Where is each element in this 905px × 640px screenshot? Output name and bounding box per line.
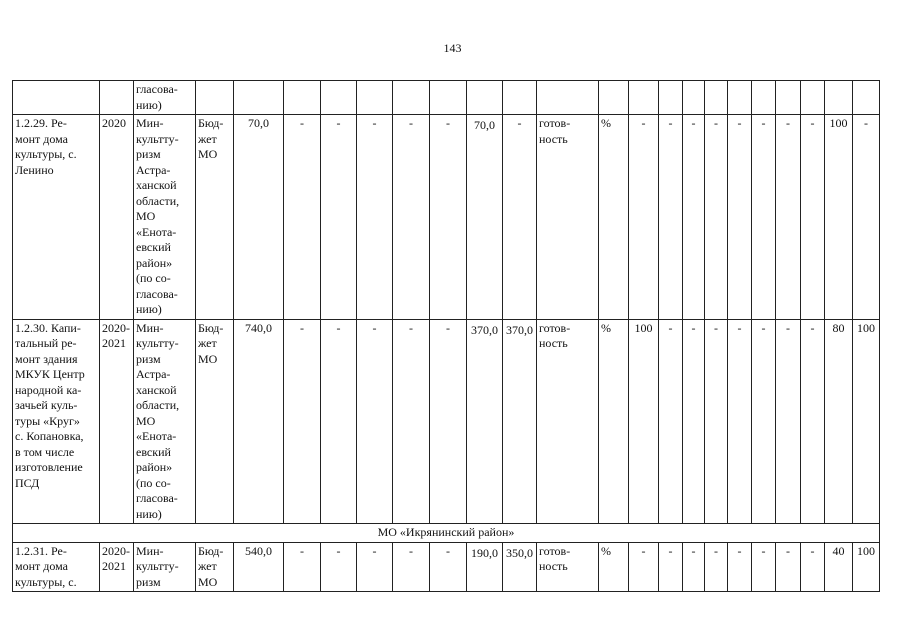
ind-2023: 100 <box>853 319 880 524</box>
fin-2019: 370,0 <box>467 319 503 524</box>
fin-2014: - <box>284 115 321 320</box>
total-cell: 740,0 <box>234 319 284 524</box>
executor-cell: гласова- нию) <box>134 81 196 115</box>
fin-2017: - <box>393 542 430 592</box>
table-row-continuation <box>13 81 880 115</box>
ind-2015: - <box>659 542 683 592</box>
ind-2020: - <box>776 542 801 592</box>
ind-2017: - <box>705 115 728 320</box>
measure-name: 1.2.29. Ре- монт дома культуры, с. Ленино <box>13 115 100 320</box>
source-cell: Бюд- жет МО <box>196 542 234 592</box>
ind-2018: - <box>728 115 752 320</box>
measure-name: 1.2.31. Ре- монт дома культуры, с. <box>13 542 100 592</box>
fin-2016: - <box>357 319 393 524</box>
ind-2021: - <box>801 319 825 524</box>
fin-2015: - <box>321 319 357 524</box>
unit-cell: % <box>599 542 629 592</box>
executor-cell: Мин- культтy- ризм Астра- ханской области, МО «Енота- евский район» (по со- гласова- нию) <box>134 319 196 524</box>
indicator-cell: готов- ность <box>537 319 599 524</box>
unit-cell: % <box>599 115 629 320</box>
ind-2014: - <box>629 115 659 320</box>
ind-2016: - <box>683 115 705 320</box>
fin-2015: - <box>321 542 357 592</box>
ind-2022: 100 <box>825 115 853 320</box>
indicator-cell: готов- ность <box>537 542 599 592</box>
ind-2022: 40 <box>825 542 853 592</box>
executor-cell: Мин- культтy- ризм Астра- ханской области, МО «Енота- евский район» (по со- гласова- нию) <box>134 115 196 320</box>
source-cell: Бюд- жет МО <box>196 319 234 524</box>
executor-cell: Мин- культтy- ризм <box>134 542 196 592</box>
ind-2022: 80 <box>825 319 853 524</box>
fin-2018: - <box>430 542 467 592</box>
ind-2016: - <box>683 542 705 592</box>
ind-2017: - <box>705 542 728 592</box>
ind-2023: - <box>853 115 880 320</box>
ind-2023: 100 <box>853 542 880 592</box>
fin-2018: - <box>430 319 467 524</box>
ind-2020: - <box>776 319 801 524</box>
table-row <box>13 542 880 592</box>
ind-2014: - <box>629 542 659 592</box>
ind-2021: - <box>801 115 825 320</box>
ind-2021: - <box>801 542 825 592</box>
ind-2014: 100 <box>629 319 659 524</box>
fin-2017: - <box>393 115 430 320</box>
ind-2018: - <box>728 542 752 592</box>
ind-2015: - <box>659 319 683 524</box>
section-title: МО «Икрянинский район» <box>13 524 880 543</box>
fin-2016: - <box>357 542 393 592</box>
fin-2015: - <box>321 115 357 320</box>
total-cell: 70,0 <box>234 115 284 320</box>
total-cell: 540,0 <box>234 542 284 592</box>
ind-2016: - <box>683 319 705 524</box>
years-cell: 2020- 2021 <box>100 542 134 592</box>
source-cell: Бюд- жет МО <box>196 115 234 320</box>
ind-2020: - <box>776 115 801 320</box>
fin-2020: - <box>503 115 537 320</box>
ind-2019: - <box>752 542 776 592</box>
fin-2014: - <box>284 319 321 524</box>
measure-name: 1.2.30. Капи- тальный ре- монт здания МКУК Центр народной ка- зачьей куль- туры «Круг» с. Копановка, в том числе изготовление ПСД <box>13 319 100 524</box>
years-cell: 2020 <box>100 115 134 320</box>
section-row <box>13 524 880 543</box>
fin-2020: 370,0 <box>503 319 537 524</box>
ind-2015: - <box>659 115 683 320</box>
table-row <box>13 115 880 320</box>
fin-2017: - <box>393 319 430 524</box>
program-table <box>12 80 880 592</box>
indicator-cell: готов- ность <box>537 115 599 320</box>
ind-2019: - <box>752 319 776 524</box>
fin-2016: - <box>357 115 393 320</box>
ind-2018: - <box>728 319 752 524</box>
fin-2018: - <box>430 115 467 320</box>
unit-cell: % <box>599 319 629 524</box>
years-cell: 2020- 2021 <box>100 319 134 524</box>
fin-2019: 190,0 <box>467 542 503 592</box>
table-row <box>13 319 880 524</box>
fin-2020: 350,0 <box>503 542 537 592</box>
fin-2014: - <box>284 542 321 592</box>
ind-2019: - <box>752 115 776 320</box>
ind-2017: - <box>705 319 728 524</box>
page-number: 143 <box>443 41 462 55</box>
fin-2019: 70,0 <box>467 115 503 320</box>
